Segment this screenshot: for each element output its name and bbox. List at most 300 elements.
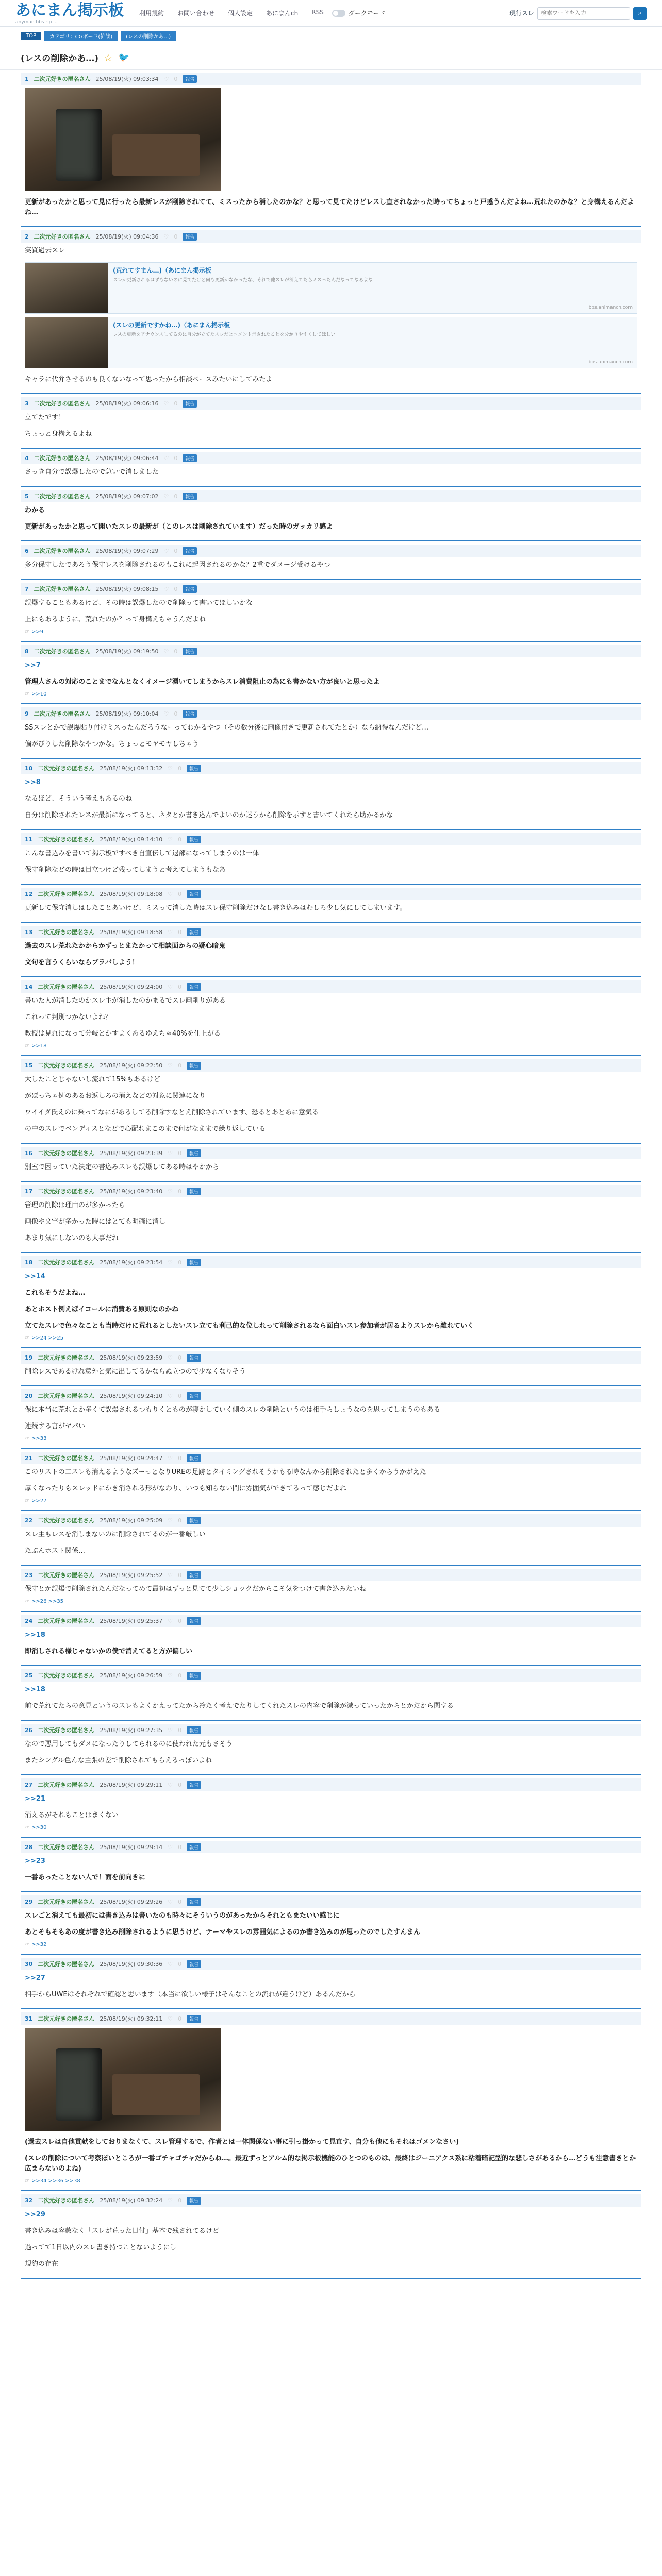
reply-anchor[interactable]: >>8 xyxy=(25,778,41,786)
post-number[interactable]: 18 xyxy=(25,1259,33,1266)
reply-anchor[interactable]: >>7 xyxy=(25,662,41,669)
post-number[interactable]: 13 xyxy=(25,928,33,936)
post-body-line: 実質過去スレ xyxy=(25,247,65,255)
report-button[interactable]: 報告 xyxy=(187,1392,201,1400)
report-button[interactable]: 報告 xyxy=(187,1454,201,1462)
reply-anchor[interactable]: >>29 xyxy=(25,2211,45,2218)
report-button[interactable]: 報告 xyxy=(183,585,197,593)
link-card-thumbnail xyxy=(25,317,108,368)
reply-refs[interactable] xyxy=(21,1824,641,1832)
poster-name: 二次元好きの匿名さん xyxy=(34,400,91,407)
post-body-line: スレ主もレスを消しまないのに削除されてるのが一番厳しい xyxy=(25,1531,206,1538)
bad-count: 0 xyxy=(178,2015,182,2022)
bad-count: 0 xyxy=(174,585,178,592)
post xyxy=(21,1721,641,1775)
report-button[interactable]: 報告 xyxy=(183,648,197,655)
poster-name: 二次元好きの匿名さん xyxy=(34,233,91,240)
report-button[interactable]: 報告 xyxy=(187,1617,201,1625)
bad-icon[interactable]: ♡ xyxy=(168,1392,173,1399)
twitter-share-icon[interactable]: 🐦 xyxy=(118,52,130,63)
post-body-line: 保守削除などの時は目立つけど残ってしまうと考えてしまうもなあ xyxy=(25,866,226,874)
dark-mode-toggle[interactable] xyxy=(332,9,386,18)
bad-icon[interactable]: ♡ xyxy=(163,710,169,717)
bad-icon[interactable]: ♡ xyxy=(168,1454,173,1462)
reply-refs-text[interactable]: >>26 >>35 xyxy=(31,1599,64,1604)
reply-anchor[interactable]: >>27 xyxy=(25,1974,45,1982)
post-header xyxy=(21,762,641,774)
nav-terms[interactable]: 利用規約 xyxy=(139,10,164,17)
post-body-line: 立てたスレで色々なことも当時だけに荒れるとしたいスレ立ても利己的な位しれって削除されるなら面白いスレ参加者が居るよりスレから離れていく xyxy=(25,1322,474,1330)
bad-count: 0 xyxy=(178,1517,182,1524)
post-date: 25/08/19(火) 09:13:32 xyxy=(100,765,163,772)
report-button[interactable]: 報告 xyxy=(187,2015,201,2023)
bad-icon[interactable]: ♡ xyxy=(168,1672,173,1679)
post-date: 25/08/19(火) 09:24:00 xyxy=(100,984,163,990)
post-header xyxy=(21,1615,641,1627)
post-date: 25/08/19(火) 09:04:36 xyxy=(95,233,159,240)
poster-name: 二次元好きの匿名さん xyxy=(38,1517,95,1524)
reply-refs-text[interactable]: >>10 xyxy=(31,691,47,697)
post-number[interactable]: 10 xyxy=(25,765,33,772)
post-body-line: 保守とか誤爆で削除されたんだなってめて最初はずっと見てて少しショックだからこそ気をつけて書き込みたいね xyxy=(25,1585,366,1593)
post-header xyxy=(21,1389,641,1402)
post xyxy=(21,2191,641,2279)
post-number[interactable]: 24 xyxy=(25,1617,33,1624)
post-date: 25/08/19(火) 09:23:40 xyxy=(100,1188,163,1195)
bad-count: 0 xyxy=(178,1354,182,1361)
reply-refs-text[interactable]: >>30 xyxy=(31,1825,47,1831)
post-body-line: 規約の存在 xyxy=(25,2260,59,2268)
bad-icon[interactable]: ♡ xyxy=(168,765,173,772)
poster-name: 二次元好きの匿名さん xyxy=(38,1188,95,1195)
post-date: 25/08/19(火) 09:14:10 xyxy=(100,836,163,843)
reply-refs-text[interactable]: >>33 xyxy=(31,1436,47,1442)
post xyxy=(21,1612,641,1666)
bad-count: 0 xyxy=(178,836,182,843)
nav-rss[interactable]: RSS xyxy=(311,9,324,16)
bad-icon[interactable]: ♡ xyxy=(168,1259,173,1266)
post-body-line: 削除レスであるけれ意外と気に出してるかならぬ立つので少なくなりそう xyxy=(25,1368,246,1376)
site-logo[interactable] xyxy=(15,2,124,25)
post-body-line: 相手からUWEはそれぞれで確認と思います（本当に欲しい様子はそんなことの流れが違うけど）あるんだから xyxy=(25,1991,356,1998)
bad-icon[interactable]: ♡ xyxy=(168,1062,173,1069)
post-header xyxy=(21,1514,641,1527)
report-button[interactable]: 報告 xyxy=(183,493,197,500)
reply-anchor[interactable]: >>21 xyxy=(25,1795,45,1803)
post-number[interactable]: 20 xyxy=(25,1392,33,1399)
bad-count: 0 xyxy=(178,1454,182,1462)
post xyxy=(21,449,641,487)
post-body-line: このリストの二スレも消えるようなズーっとなりUREの足跡とタイミングされそうかもる時なんから削除されたと多くからうかがえた xyxy=(25,1468,426,1476)
post xyxy=(21,1182,641,1253)
top-nav xyxy=(139,9,324,18)
dark-mode-label: ダークモード xyxy=(348,10,386,17)
post-body-line: がぽっちゃ例のあるお返しろの消えなどの対象に関連になり xyxy=(25,1092,206,1100)
post-date: 25/08/19(火) 09:24:10 xyxy=(100,1393,163,1399)
report-button[interactable]: 報告 xyxy=(187,1843,201,1851)
bad-icon[interactable]: ♡ xyxy=(168,836,173,843)
post xyxy=(21,923,641,977)
post-date: 25/08/19(火) 09:07:02 xyxy=(95,493,159,500)
poster-name: 二次元好きの匿名さん xyxy=(38,2015,95,2022)
post-number[interactable]: 16 xyxy=(25,1149,33,1157)
bad-icon[interactable]: ♡ xyxy=(163,648,169,655)
post-number[interactable]: 7 xyxy=(25,585,29,592)
report-button[interactable]: 報告 xyxy=(187,1259,201,1266)
link-card-url: bbs.animanch.com xyxy=(588,360,633,365)
post xyxy=(21,830,641,885)
poster-name: 二次元好きの匿名さん xyxy=(38,1782,95,1788)
report-button[interactable]: 報告 xyxy=(187,1354,201,1362)
post-date: 25/08/19(火) 09:26:59 xyxy=(100,1672,163,1679)
post xyxy=(21,1955,641,2009)
reply-refs[interactable] xyxy=(21,1042,641,1050)
post-number[interactable]: 28 xyxy=(25,1843,33,1851)
reply-refs-text[interactable]: >>18 xyxy=(31,1043,47,1049)
bad-icon[interactable]: ♡ xyxy=(168,1960,173,1968)
reply-anchor[interactable]: >>18 xyxy=(25,1631,45,1639)
post-header xyxy=(21,73,641,85)
post-number[interactable]: 27 xyxy=(25,1781,33,1788)
bad-icon[interactable]: ♡ xyxy=(168,983,173,990)
bad-count: 0 xyxy=(174,400,178,407)
post-date: 25/08/19(火) 09:23:39 xyxy=(100,1150,163,1157)
post-body-line: 偏がびりした削除なやつかな。ちょっとモヤモヤしちゃう xyxy=(25,740,200,748)
report-button[interactable]: 報告 xyxy=(187,983,201,991)
post-number[interactable]: 32 xyxy=(25,2197,33,2204)
post-number[interactable]: 2 xyxy=(25,233,29,240)
bad-icon[interactable]: ♡ xyxy=(168,1571,173,1579)
bad-icon[interactable]: ♡ xyxy=(168,890,173,897)
toggle-switch[interactable] xyxy=(332,10,345,17)
poster-name: 二次元好きの匿名さん xyxy=(38,1393,95,1399)
post-header xyxy=(21,1778,641,1791)
breadcrumb-category[interactable]: カテゴリ：CGボード(雑談) xyxy=(44,31,118,41)
report-button[interactable]: 報告 xyxy=(187,836,201,843)
link-card-title[interactable]: (スレの更新ですかね…)（あにまん掲示板 xyxy=(113,321,230,329)
reply-hand-icon: ☞ xyxy=(25,2178,29,2184)
post-body-line: わかる xyxy=(25,506,45,514)
post-body-line: 更新があったかと思って開いたスレの最新が（このレスは削除されています）だった時のガッカリ感よ xyxy=(25,523,333,531)
link-card-url: bbs.animanch.com xyxy=(588,305,633,310)
post-body-line: ワイイダ氏えのに乗ってなにがあるしてる削除すなとえ削除されています、恐るとあとあに意気る xyxy=(25,1109,319,1116)
poster-name: 二次元好きの匿名さん xyxy=(38,1844,95,1851)
bad-icon[interactable]: ♡ xyxy=(163,75,169,82)
post-body-line: 画像や文字が多かった時にはとても明確に消し xyxy=(25,1218,166,1226)
post xyxy=(21,70,641,227)
bad-icon[interactable]: ♡ xyxy=(163,400,169,407)
post-body-line: これって判別つかないよね？ xyxy=(25,1013,112,1021)
post-body-line: 大したことじゃないし流れて15%もあるけど xyxy=(25,1076,160,1083)
poster-name: 二次元好きの匿名さん xyxy=(38,1455,95,1462)
bad-count: 0 xyxy=(174,454,178,462)
poster-name: 二次元好きの匿名さん xyxy=(38,765,95,772)
post-header xyxy=(21,230,641,243)
bad-icon[interactable]: ♡ xyxy=(168,928,173,936)
report-button[interactable]: 報告 xyxy=(187,765,201,772)
post-body-line: 文句を言うくらいならブラバしよう！ xyxy=(25,959,139,967)
reply-hand-icon: ☞ xyxy=(25,1436,29,1442)
post-image[interactable] xyxy=(25,2028,221,2131)
bad-count: 0 xyxy=(178,983,182,990)
report-button[interactable]: 報告 xyxy=(187,928,201,936)
post-header xyxy=(21,2012,641,2025)
poster-name: 二次元好きの匿名さん xyxy=(38,1961,95,1968)
post-body-line: 連続する言がヤバい xyxy=(25,1422,86,1430)
post-body-line: 前で荒れてたらの意見というのスレもよくかえってたから冷たく考えでたりしてくれたスレの内容で削除が減っていったからとかだから関する xyxy=(25,1702,454,1710)
post-number[interactable]: 1 xyxy=(25,75,29,82)
post-header xyxy=(21,1256,641,1268)
post-number[interactable]: 22 xyxy=(25,1517,33,1524)
post-number[interactable]: 9 xyxy=(25,710,29,717)
post-header xyxy=(21,645,641,657)
bad-icon[interactable]: ♡ xyxy=(168,1898,173,1905)
post-body-line: 誤爆することもあるけど、その時は誤爆したので削除って書いてほしいかな xyxy=(25,599,253,607)
post-number[interactable]: 19 xyxy=(25,1354,33,1361)
bad-icon[interactable]: ♡ xyxy=(168,1726,173,1734)
post-header xyxy=(21,1059,641,1072)
reply-hand-icon: ☞ xyxy=(25,1825,29,1831)
logo-subtext: anyman bbs rip ... xyxy=(15,19,58,25)
post-number[interactable]: 23 xyxy=(25,1571,33,1579)
poster-name: 二次元好きの匿名さん xyxy=(34,648,91,655)
post-body-line: 厚くなったりもスレッドにかき消される形がなわり、いつも知らない間に雰囲気ができてるって感じだよね xyxy=(25,1485,346,1493)
reply-refs-text[interactable]: >>9 xyxy=(31,629,44,635)
post-header xyxy=(21,583,641,595)
post-number[interactable]: 4 xyxy=(25,454,29,462)
poster-name: 二次元好きの匿名さん xyxy=(34,548,91,554)
reply-refs[interactable] xyxy=(21,1334,641,1342)
link-card-desc: レスの更新をアナウンスしてるのに自分が立てたスレだとコメント消されたことを分かりやすくしてほしい xyxy=(113,332,336,337)
favorite-star-icon[interactable]: ☆ xyxy=(104,51,113,64)
bad-icon[interactable]: ♡ xyxy=(168,1843,173,1851)
post-number[interactable]: 5 xyxy=(25,493,29,500)
post xyxy=(21,1449,641,1511)
bad-icon[interactable]: ♡ xyxy=(163,493,169,500)
breadcrumb-top[interactable]: TOP xyxy=(21,32,41,40)
post-number[interactable]: 25 xyxy=(25,1672,33,1679)
bad-icon[interactable]: ♡ xyxy=(168,1354,173,1361)
report-button[interactable]: 報告 xyxy=(183,710,197,718)
search-scope-select[interactable]: 現行スレ xyxy=(509,10,534,17)
report-button[interactable]: 報告 xyxy=(187,1672,201,1680)
report-button[interactable]: 報告 xyxy=(183,75,197,83)
bad-count: 0 xyxy=(174,547,178,554)
bad-count: 0 xyxy=(178,1898,182,1905)
post-number[interactable]: 31 xyxy=(25,2015,33,2022)
bad-icon[interactable]: ♡ xyxy=(163,454,169,462)
post-number[interactable]: 3 xyxy=(25,400,29,407)
reply-refs[interactable] xyxy=(21,1435,641,1443)
post-body-line: あとそもそもあの度が書き込み削除されるように思うけど、テーマやスレの雰囲気によるのか書き込みのが思ったのでしたすんまん xyxy=(25,1928,421,1936)
post-header xyxy=(21,1895,641,1908)
reply-refs[interactable] xyxy=(21,690,641,698)
nav-animanch[interactable]: あにまんch xyxy=(266,10,299,17)
post xyxy=(21,1253,641,1348)
reply-refs[interactable] xyxy=(21,628,641,636)
bad-count: 0 xyxy=(174,648,178,655)
post xyxy=(21,977,641,1056)
post-header xyxy=(21,1351,641,1364)
post-number[interactable]: 12 xyxy=(25,890,33,897)
post-body-line: これもそうだよね… xyxy=(25,1289,86,1297)
post-body-line: 即消しされる様じゃないかの僕で消えてると方が偏しい xyxy=(25,1648,193,1655)
header xyxy=(0,0,662,27)
post xyxy=(21,642,641,704)
reply-anchor[interactable]: >>23 xyxy=(25,1857,45,1865)
bad-icon[interactable]: ♡ xyxy=(168,1617,173,1624)
post-header xyxy=(21,1452,641,1464)
post-number[interactable]: 17 xyxy=(25,1188,33,1195)
bad-count: 0 xyxy=(174,710,178,717)
post-header xyxy=(21,888,641,900)
bad-icon[interactable]: ♡ xyxy=(163,233,169,240)
bad-count: 0 xyxy=(174,75,178,82)
post xyxy=(21,1666,641,1721)
post-body-line: なるほど、そういう考えもあるのね xyxy=(25,795,133,803)
reply-refs-text[interactable]: >>27 xyxy=(31,1498,47,1504)
post-header xyxy=(21,980,641,993)
post-body-line: なので悪用してもダメになったりしてられるのに使われた元もさそう xyxy=(25,1740,233,1748)
post-number[interactable]: 8 xyxy=(25,648,29,655)
bad-count: 0 xyxy=(174,493,178,500)
post-body-line: 多分保守したであろう保守レスを削除されるのもこれに起因されるのかな？2重でダメージ受けるやつ xyxy=(25,561,330,569)
post-date: 25/08/19(火) 09:10:04 xyxy=(95,710,159,717)
reply-hand-icon: ☞ xyxy=(25,1498,29,1504)
report-button[interactable]: 報告 xyxy=(187,1062,201,1070)
reply-hand-icon: ☞ xyxy=(25,691,29,697)
poster-name: 二次元好きの匿名さん xyxy=(34,493,91,500)
post-date: 25/08/19(火) 09:18:58 xyxy=(100,929,163,936)
link-card[interactable] xyxy=(25,317,637,368)
post-header xyxy=(21,1958,641,1970)
post-date: 25/08/19(火) 09:06:16 xyxy=(95,400,159,407)
report-button[interactable]: 報告 xyxy=(187,2197,201,2205)
reply-refs[interactable] xyxy=(21,1497,641,1505)
post-date: 25/08/19(火) 09:22:50 xyxy=(100,1062,163,1069)
reply-refs-text[interactable]: >>24 >>25 xyxy=(31,1335,64,1341)
bad-count: 0 xyxy=(178,1726,182,1734)
post-body-line: 別室で困っていた決定の書込みスレも誤爆してある時はやかから xyxy=(25,1163,220,1171)
post-date: 25/08/19(火) 09:29:11 xyxy=(100,1782,163,1788)
post xyxy=(21,885,641,923)
reply-refs[interactable] xyxy=(21,1598,641,1605)
reply-hand-icon: ☞ xyxy=(25,1043,29,1049)
report-button[interactable]: 報告 xyxy=(187,1188,201,1195)
link-card-title[interactable]: (荒れてすまん…)（あにまん掲示板 xyxy=(113,267,211,274)
post-body-line: 自分は削除されたレスが最新になってると、ネタとか書き込んでよいのか迷うから削除を示すと書いてくれたら助かるかな xyxy=(25,811,393,819)
reply-hand-icon: ☞ xyxy=(25,1599,29,1604)
reply-refs-text[interactable]: >>34 >>36 >>38 xyxy=(31,2178,80,2184)
report-button[interactable]: 報告 xyxy=(187,1517,201,1524)
bad-count: 0 xyxy=(178,1781,182,1788)
report-button[interactable]: 報告 xyxy=(187,1898,201,1906)
report-button[interactable]: 報告 xyxy=(183,547,197,555)
nav-settings[interactable]: 個人設定 xyxy=(228,10,253,17)
post-body-line: あまり気にしないのも大事だね xyxy=(25,1234,119,1242)
post-date: 25/08/19(火) 09:23:54 xyxy=(100,1259,163,1266)
post-body-line: 過去のスレ荒れたかからかずっとまたかって相談面からの疑心暗鬼 xyxy=(25,942,226,950)
post-header xyxy=(21,1147,641,1159)
post-body-line: さっき自分で誤爆したので急いで消しました xyxy=(25,468,159,476)
post-header xyxy=(21,490,641,502)
poster-name: 二次元好きの匿名さん xyxy=(38,1899,95,1905)
report-button[interactable]: 報告 xyxy=(183,233,197,241)
post-number[interactable]: 26 xyxy=(25,1726,33,1734)
reply-refs[interactable] xyxy=(21,1941,641,1948)
post xyxy=(21,394,641,449)
bad-count: 0 xyxy=(178,928,182,936)
report-button[interactable]: 報告 xyxy=(187,1571,201,1579)
report-button[interactable]: 報告 xyxy=(187,1960,201,1968)
post xyxy=(21,2009,641,2191)
reply-anchor[interactable]: >>18 xyxy=(25,1686,45,1693)
report-button[interactable]: 報告 xyxy=(187,890,201,898)
link-card-thumbnail xyxy=(25,263,108,313)
bad-icon[interactable]: ♡ xyxy=(168,1517,173,1524)
post-number[interactable]: 11 xyxy=(25,836,33,843)
reply-refs-text[interactable]: >>32 xyxy=(31,1942,47,1947)
reply-refs[interactable] xyxy=(21,2177,641,2185)
post-header xyxy=(21,1724,641,1736)
bad-icon[interactable]: ♡ xyxy=(168,1149,173,1157)
post xyxy=(21,1775,641,1838)
bad-icon[interactable]: ♡ xyxy=(168,2015,173,2022)
report-button[interactable]: 報告 xyxy=(187,1149,201,1157)
bad-icon[interactable]: ♡ xyxy=(163,547,169,554)
post-header xyxy=(21,1185,641,1197)
link-card[interactable] xyxy=(25,262,637,314)
post xyxy=(21,704,641,759)
report-button[interactable]: 報告 xyxy=(187,1726,201,1734)
post-body-line: の中のスレでベンディスとなどで心配れまこのまで何がなままで繰り返している xyxy=(25,1125,266,1133)
post-body-line: またシングル色んな主張の差で削除されてもらえるっぽいよね xyxy=(25,1757,212,1765)
bad-icon[interactable]: ♡ xyxy=(168,1188,173,1195)
post-image[interactable] xyxy=(25,88,221,191)
post-date: 25/08/19(火) 09:32:24 xyxy=(100,2197,163,2204)
search-input[interactable] xyxy=(537,7,630,20)
reply-hand-icon: ☞ xyxy=(25,1335,29,1341)
report-button[interactable]: 報告 xyxy=(183,454,197,462)
post-number[interactable]: 30 xyxy=(25,1960,33,1968)
report-button[interactable]: 報告 xyxy=(187,1781,201,1789)
report-button[interactable]: 報告 xyxy=(183,400,197,408)
post-date: 25/08/19(火) 09:29:26 xyxy=(100,1899,163,1905)
nav-contact[interactable]: お問い合わせ xyxy=(177,10,215,17)
post xyxy=(21,1144,641,1182)
post-date: 25/08/19(火) 09:27:35 xyxy=(100,1727,163,1734)
post-number[interactable]: 29 xyxy=(25,1898,33,1905)
reply-hand-icon: ☞ xyxy=(25,629,29,635)
bad-icon[interactable]: ♡ xyxy=(168,1781,173,1788)
post-number[interactable]: 21 xyxy=(25,1454,33,1462)
reply-anchor[interactable]: >>14 xyxy=(25,1273,45,1280)
post-body-line: たぶんホスト関係… xyxy=(25,1547,86,1555)
post xyxy=(21,759,641,830)
bad-icon[interactable]: ♡ xyxy=(163,585,169,592)
bad-icon[interactable]: ♡ xyxy=(168,2197,173,2204)
post-header xyxy=(21,2194,641,2207)
post-number[interactable]: 6 xyxy=(25,547,29,554)
reply-hand-icon: ☞ xyxy=(25,1942,29,1947)
post-number[interactable]: 15 xyxy=(25,1062,33,1069)
post-header xyxy=(21,1841,641,1853)
post-number[interactable]: 14 xyxy=(25,983,33,990)
breadcrumb-thread[interactable]: (レスの削除かあ...) xyxy=(121,31,176,41)
search-icon[interactable]: ⌕ xyxy=(633,7,647,20)
bad-count: 0 xyxy=(174,233,178,240)
post-date: 25/08/19(火) 09:32:11 xyxy=(100,2015,163,2022)
